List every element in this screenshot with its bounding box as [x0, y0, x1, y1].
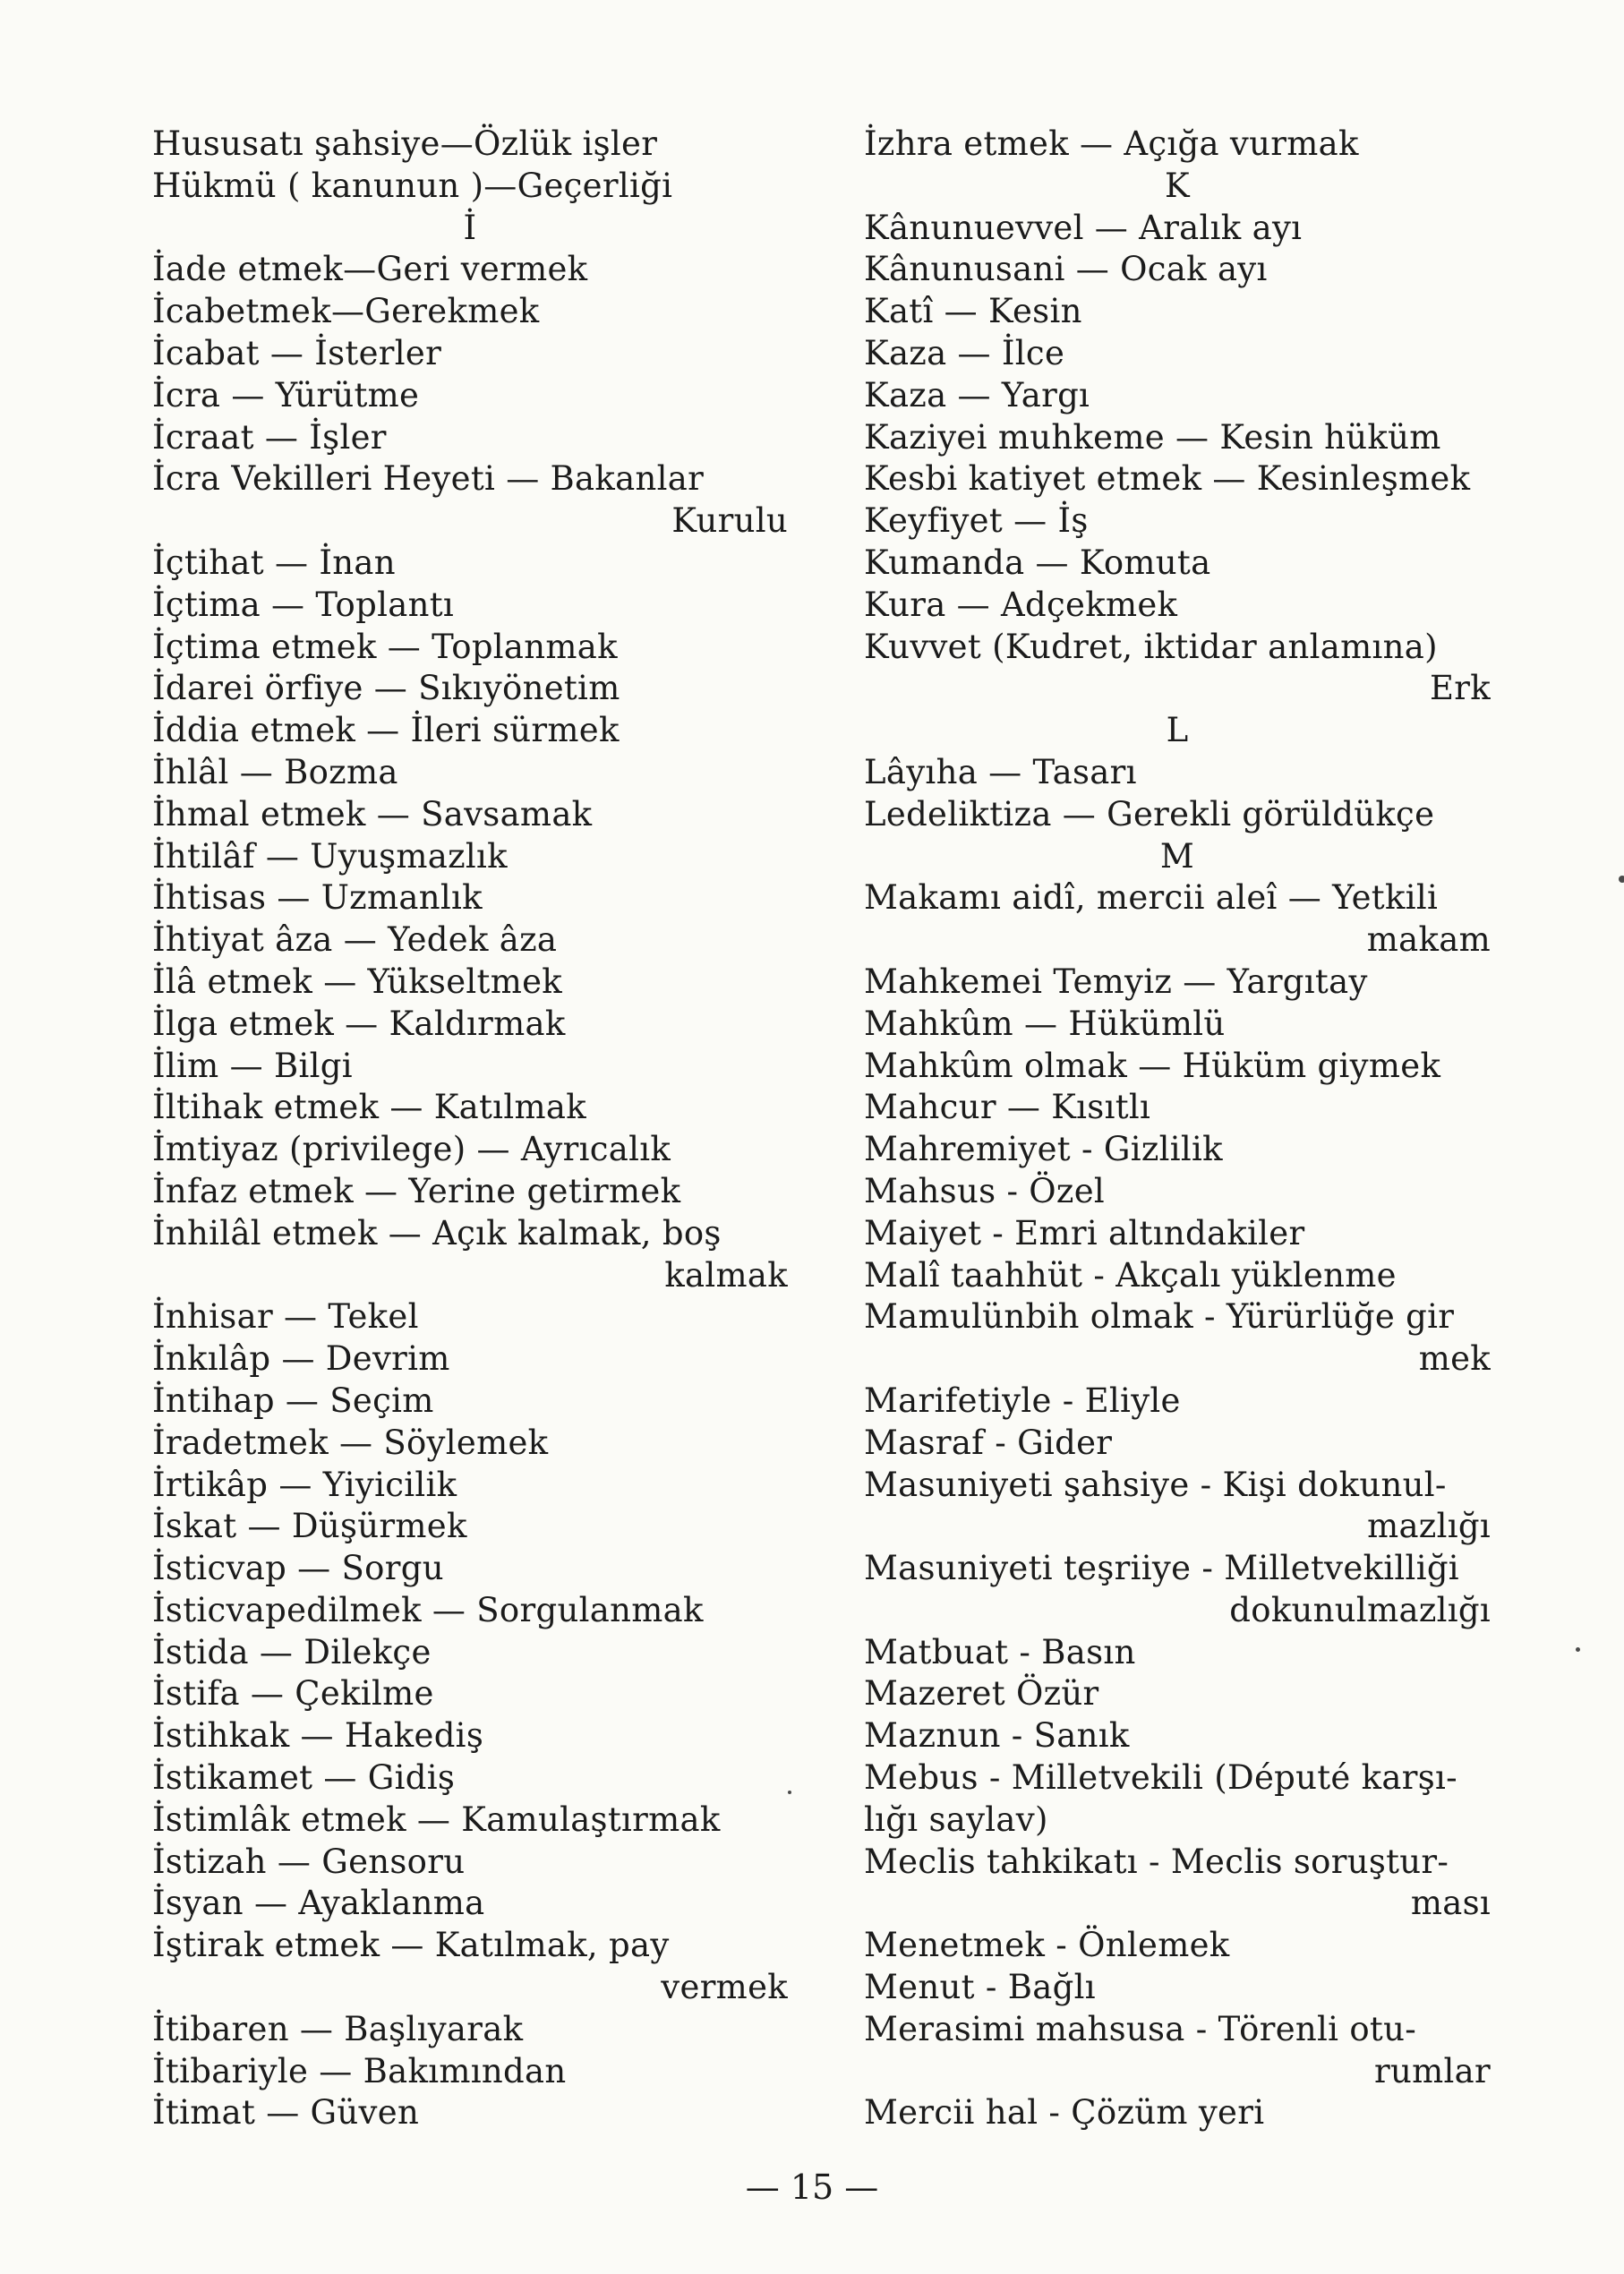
left-entry: İcabetmek—Gerekmek [152, 292, 540, 331]
right-entry: Kânunuevvel — Aralık ayı [864, 208, 1303, 247]
right-entry: Mahkûm — Hükümlü [864, 1004, 1226, 1043]
left-entry: İhtisas — Uzmanlık [152, 878, 483, 918]
left-entry: Hükmü ( kanunun )—Geçerliği [152, 166, 673, 205]
left-entry: İcraat — İşler [152, 417, 387, 457]
right-entry: Kumanda — Komuta [864, 543, 1211, 582]
right-entry: Kura — Adçekmek [864, 585, 1178, 624]
right-entry: Lâyıha — Tasarı [864, 752, 1137, 791]
left-entry-continuation: kalmak [664, 1255, 788, 1295]
right-entry: Keyfiyet — İş [864, 501, 1089, 541]
right-letter-heading: L [1166, 711, 1189, 750]
right-entry: Kânunusani — Ocak ayı [864, 250, 1268, 289]
right-entry: Maiyet - Emri altındakiler [864, 1213, 1305, 1252]
left-entry: İcabat — İsterler [152, 333, 442, 372]
left-entry: İnhilâl etmek — Açık kalmak, boş [152, 1213, 722, 1252]
right-entry: Mahcur — Kısıtlı [864, 1088, 1151, 1127]
left-entry: İtibaren — Başlıyarak [152, 2009, 524, 2048]
left-entry: İstifa — Çekilme [152, 1674, 434, 1714]
right-entry: Masuniyeti teşriiye - Milletvekilliği [864, 1549, 1459, 1588]
right-entry: Ledeliktiza — Gerekli görüldükçe [864, 794, 1435, 834]
left-entry: İnhisar — Tekel [152, 1297, 419, 1337]
scan-speck [788, 1791, 791, 1794]
left-entry: İradetmek — Söylemek [152, 1423, 549, 1462]
right-entry: Matbuat - Basın [864, 1632, 1136, 1671]
left-entry: İhlâl — Bozma [152, 752, 398, 791]
right-entry: Mebus - Milletvekili (Député karşı- [864, 1758, 1457, 1798]
left-entry: İtimat — Güven [152, 2093, 420, 2133]
right-entry: Maznun - Sanık [864, 1716, 1130, 1756]
right-entry: Mahkemei Temyiz — Yargıtay [864, 962, 1368, 1001]
left-entry: İcra — Yürütme [152, 375, 420, 415]
right-entry: Marifetiyle - Eliyle [864, 1381, 1181, 1420]
right-entry: Mahsus - Özel [864, 1171, 1106, 1210]
left-entry: İçtima — Toplantı [152, 585, 454, 624]
right-entry: Mercii hal - Çözüm yeri [864, 2093, 1265, 2133]
right-letter-heading: K [1165, 166, 1190, 205]
left-entry: İade etmek—Geri vermek [152, 250, 588, 289]
right-entry-continuation: makam [1366, 920, 1491, 960]
left-entry: İrtikâp — Yiyicilik [152, 1465, 457, 1504]
left-entry: İştirak etmek — Katılmak, pay [152, 1926, 670, 1965]
left-entry: İsticvap — Sorgu [152, 1549, 444, 1588]
right-entry: Kuvvet (Kudret, iktidar anlamına) [864, 627, 1438, 666]
left-entry: İhtiyat âza — Yedek âza [152, 920, 558, 960]
left-entry: İtibariyle — Bakımından [152, 2051, 567, 2090]
right-entry: Merasimi mahsusa - Törenli otu- [864, 2009, 1417, 2048]
scan-speck [1576, 1647, 1580, 1652]
right-entry: Mazeret Özür [864, 1674, 1099, 1714]
left-entry: İlim — Bilgi [152, 1046, 353, 1085]
scan-speck [1619, 876, 1624, 883]
right-entry: Kaza — Yargı [864, 375, 1090, 415]
left-entry-continuation: vermek [661, 1968, 788, 2007]
right-entry-continuation: dokunulmazlığı [1229, 1590, 1491, 1629]
page-number: — 15 — [745, 2167, 879, 2207]
left-entry: İçtihat — İnan [152, 543, 396, 582]
left-entry: İstizah — Gensoru [152, 1842, 466, 1881]
right-entry-continuation: rumlar [1374, 2051, 1491, 2090]
right-entry: lığı saylav) [864, 1800, 1048, 1839]
right-entry: Menetmek - Önlemek [864, 1926, 1230, 1965]
left-entry: İlâ etmek — Yükseltmek [152, 962, 563, 1001]
right-column [864, 124, 1491, 2134]
right-entry: Malî taahhüt - Akçalı yüklenme [864, 1255, 1397, 1295]
left-entry: İskat — Düşürmek [152, 1507, 467, 1546]
left-column [152, 124, 788, 2134]
left-entry-continuation: Kurulu [671, 501, 788, 541]
left-entry: İhtilâf — Uyuşmazlık [152, 836, 508, 876]
left-entry: Hususatı şahsiye—Özlük işler [152, 124, 658, 163]
left-entry: İstikamet — Gidiş [152, 1758, 456, 1798]
right-entry: Mahremiyet - Gizlilik [864, 1130, 1223, 1169]
right-entry: Katî — Kesin [864, 292, 1082, 331]
left-entry: İnfaz etmek — Yerine getirmek [152, 1171, 681, 1210]
left-entry: İnkılâp — Devrim [152, 1339, 450, 1379]
left-entry: İsticvapedilmek — Sorgulanmak [152, 1590, 704, 1629]
right-entry: Kaza — İlce [864, 333, 1065, 372]
left-entry: İltihak etmek — Katılmak [152, 1088, 586, 1127]
right-entry-continuation: mazlığı [1367, 1507, 1491, 1546]
right-letter-heading: M [1159, 836, 1195, 876]
left-entry: İlga etmek — Kaldırmak [152, 1004, 566, 1043]
left-entry: İhmal etmek — Savsamak [152, 794, 593, 834]
right-entry: Makamı aidî, mercii aleî — Yetkili [864, 878, 1439, 918]
right-entry: Meclis tahkikatı - Meclis soruştur- [864, 1842, 1449, 1881]
left-entry: İdarei örfiye — Sıkıyönetim [152, 669, 620, 708]
right-entry: Mahkûm olmak — Hüküm giymek [864, 1046, 1441, 1085]
right-entry: Menut - Bağlı [864, 1968, 1096, 2007]
right-entry-continuation: Erk [1429, 669, 1491, 708]
right-entry-continuation: mek [1418, 1339, 1491, 1379]
right-entry: Masraf - Gider [864, 1423, 1113, 1462]
right-entry: Kesbi katiyet etmek — Kesinleşmek [864, 459, 1471, 499]
left-entry: İstihkak — Hakediş [152, 1716, 484, 1756]
left-entry: İntihap — Seçim [152, 1381, 434, 1420]
right-entry: Mamulünbih olmak - Yürürlüğe gir [864, 1297, 1455, 1337]
left-entry: İstida — Dilekçe [152, 1632, 432, 1671]
left-entry: İçtima etmek — Toplanmak [152, 627, 618, 666]
left-entry: İstimlâk etmek — Kamulaştırmak [152, 1800, 721, 1839]
right-entry: İzhra etmek — Açığa vurmak [864, 124, 1359, 163]
left-letter-heading: İ [463, 208, 477, 247]
left-entry: İsyan — Ayaklanma [152, 1884, 485, 1923]
right-entry: Masuniyeti şahsiye - Kişi dokunul- [864, 1465, 1447, 1504]
right-entry: Kaziyei muhkeme — Kesin hüküm [864, 417, 1441, 457]
left-entry: İddia etmek — İleri sürmek [152, 711, 620, 750]
left-entry: İmtiyaz (privilege) — Ayrıcalık [152, 1130, 671, 1169]
left-entry: İcra Vekilleri Heyeti — Bakanlar [152, 459, 705, 499]
right-entry-continuation: ması [1410, 1884, 1491, 1923]
